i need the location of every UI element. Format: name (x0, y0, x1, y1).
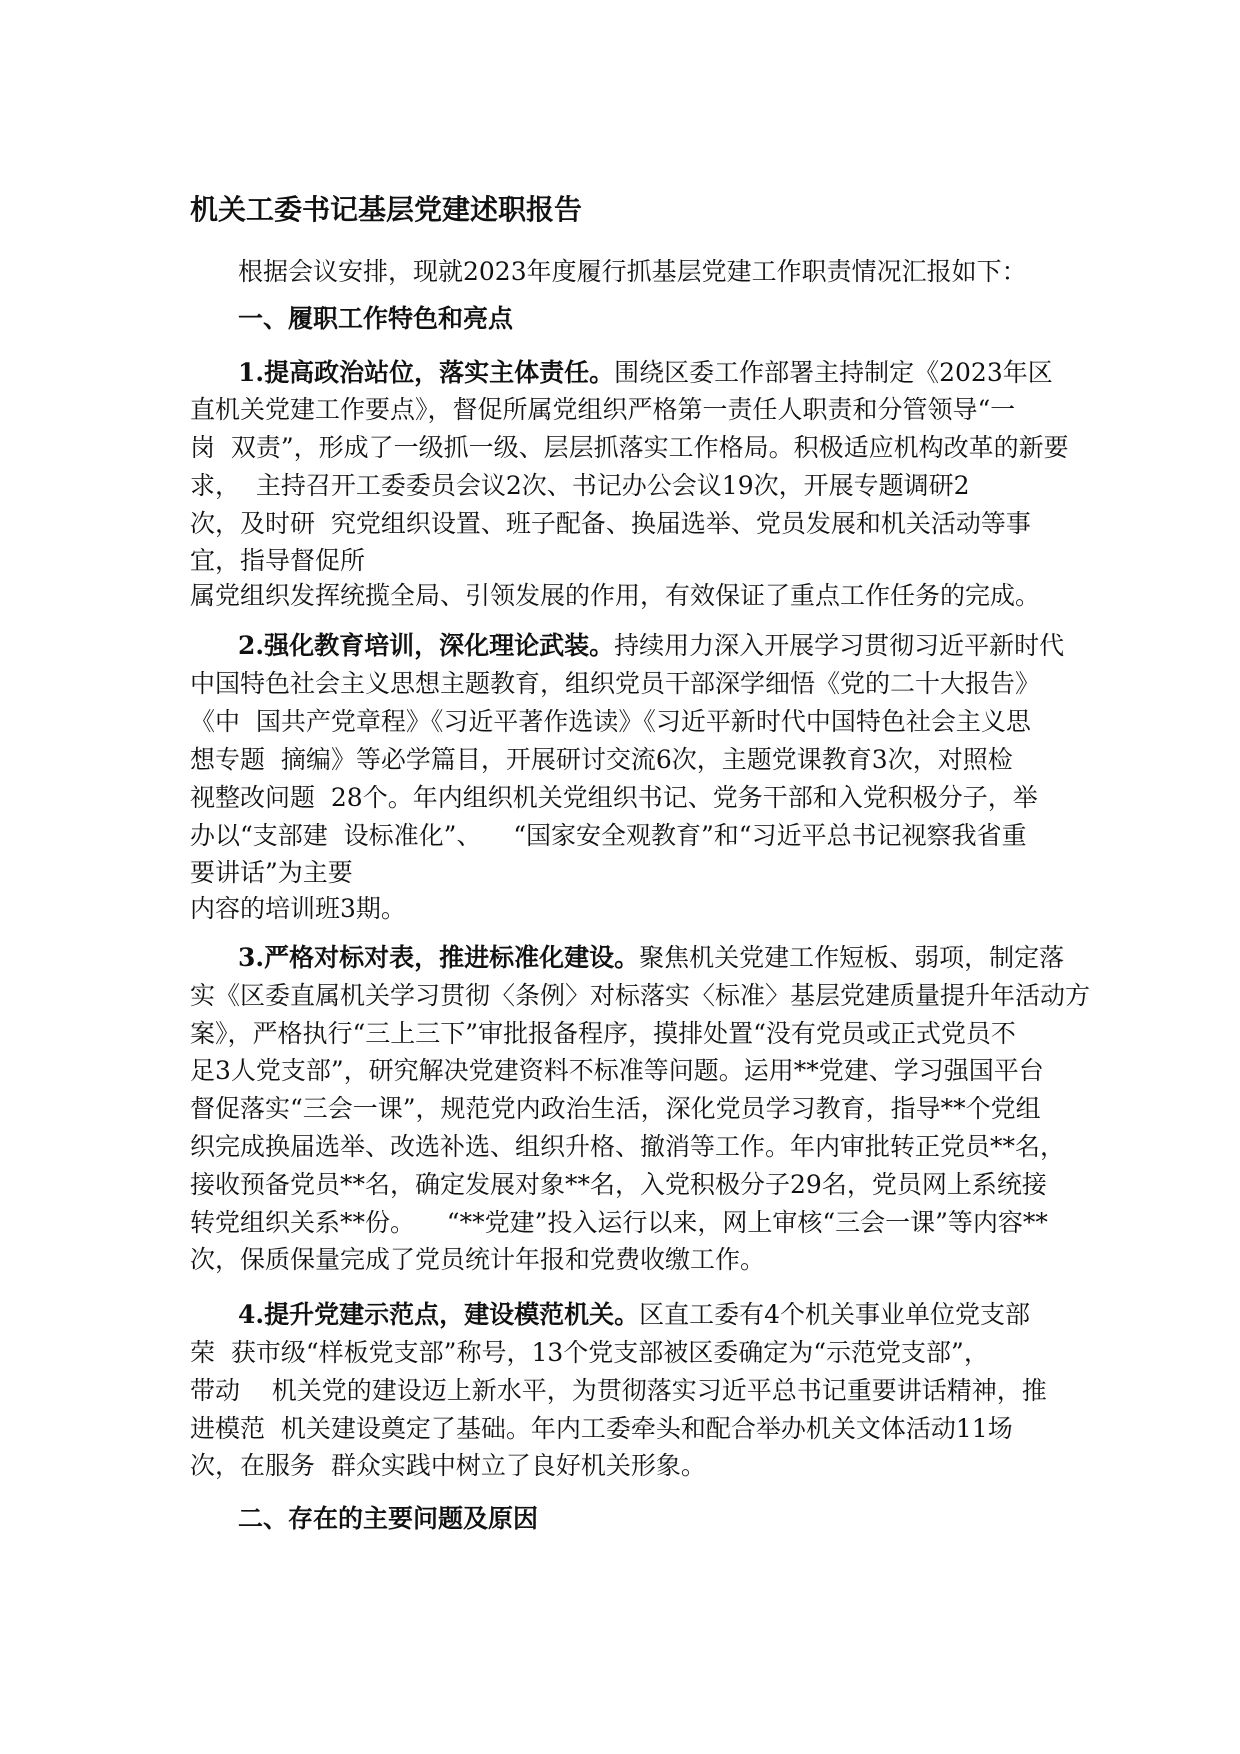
section-heading-1: 一、履职工作特色和亮点 (238, 304, 514, 333)
paragraph-2-line-1: 2.强化教育培训，深化理论武装。持续用力深入开展学习贯彻习近平新时代 (238, 631, 1065, 660)
paragraph-1-line-3: 岗 双责”，形成了一级抓一级、层层抓落实工作格局。积极适应机构改革的新要 (190, 433, 1069, 462)
paragraph-4-line-1: 4.提升党建示范点，建设模范机关。区直工委有4个机关事业单位党支部 (238, 1300, 1031, 1329)
paragraph-3-line-1: 3.严格对标对表，推进标准化建设。聚焦机关党建工作短板、弱项，制定落 (238, 943, 1065, 972)
paragraph-3-line-7: 接收预备党员**名，确定发展对象**名，入党积极分子29名，党员网上系统接 (190, 1170, 1047, 1199)
section-heading-2: 二、存在的主要问题及原因 (238, 1504, 539, 1533)
paragraph-1-line-2: 直机关党建工作要点》，督促所属党组织严格第一责任人职责和分管领导“一 (190, 395, 1016, 424)
intro-paragraph: 根据会议安排，现就2023年度履行抓基层党建工作职责情况汇报如下： (238, 257, 1027, 286)
paragraph-3-lead: 3.严格对标对表，推进标准化建设。 (238, 943, 640, 972)
paragraph-4-lead: 4.提升党建示范点，建设模范机关。 (238, 1300, 640, 1329)
paragraph-1-line-6: 宜，指导督促所 (190, 546, 366, 575)
paragraph-2-line-5: 视整改问题 28个。年内组织机关党组织书记、党务干部和入党积极分子，举 (190, 783, 1038, 812)
paragraph-2-line-8: 内容的培训班3期。 (190, 894, 406, 923)
paragraph-3-line-3: 案》，严格执行“三上三下”审批报备程序，摸排处置“没有党员或正式党员不 (190, 1019, 1016, 1048)
paragraph-2-line-6: 办以“支部建 设标准化”、 “国家安全观教育”和“习近平总书记视察我省重 (190, 821, 1027, 850)
document-title: 机关工委书记基层党建述职报告 (190, 193, 583, 226)
paragraph-3-line-5: 督促落实“三会一课”，规范党内政治生活，深化党员学习教育，指导**个党组 (190, 1094, 1041, 1123)
paragraph-3-line-8: 转党组织关系**份。 “**党建”投入运行以来，网上审核“三会一课”等内容** (190, 1208, 1048, 1237)
paragraph-3-line-4: 足3人党支部”，研究解决党建资料不标准等问题。运用**党建、学习强国平台 (190, 1056, 1044, 1085)
paragraph-4-line-3: 带动 机关党的建设迈上新水平，为贯彻落实习近平总书记重要讲话精神，推 (190, 1376, 1047, 1405)
paragraph-3-line-9: 次，保质保量完成了党员统计年报和党费收缴工作。 (190, 1245, 766, 1274)
paragraph-2-line-2: 中国特色社会主义思想主题教育，组织党员干部深学细悟《党的二十大报告》 (190, 669, 1041, 698)
paragraph-4-line-4: 进模范 机关建设奠定了基础。年内工委牵头和配合举办机关文体活动11场 (190, 1414, 1013, 1443)
paragraph-3-line-2: 实《区委直属机关学习贯彻〈条例〉对标落实〈标准〉基层党建质量提升年活动方 (190, 981, 1091, 1010)
paragraph-1-line-4: 求， 主持召开工委委员会议2次、书记办公会议19次，开展专题调研2 (190, 471, 970, 500)
paragraph-2-line-4: 想专题 摘编》等必学篇目，开展研讨交流6次，主题党课教育3次，对照检 (190, 745, 1013, 774)
paragraph-1-lead: 1.提高政治站位，落实主体责任。 (238, 358, 615, 387)
paragraph-3-line-6: 织完成换届选举、改选补选、组织升格、撤消等工作。年内审批转正党员**名， (190, 1132, 1066, 1161)
paragraph-4-line-5: 次，在服务 群众实践中树立了良好机关形象。 (190, 1451, 706, 1480)
paragraph-2-line-3: 《中 国共产党章程》《习近平著作选读》《习近平新时代中国特色社会主义思 (190, 707, 1031, 736)
paragraph-2-lead: 2.强化教育培训，深化理论武装。 (238, 631, 615, 660)
paragraph-2-line-7: 要讲话”为主要 (190, 858, 353, 887)
paragraph-1-line-5: 次，及时研 究党组织设置、班子配备、换届选举、党员发展和机关活动等事 (190, 509, 1031, 538)
paragraph-1-line-7: 属党组织发挥统揽全局、引领发展的作用，有效保证了重点工作任务的完成。 (190, 581, 1041, 610)
paragraph-1-line-1: 1.提高政治站位，落实主体责任。围绕区委工作部署主持制定《2023年区 (238, 358, 1053, 387)
paragraph-4-line-2: 荣 获市级“样板党支部”称号，13个党支部被区委确定为“示范党支部”， (190, 1338, 989, 1367)
